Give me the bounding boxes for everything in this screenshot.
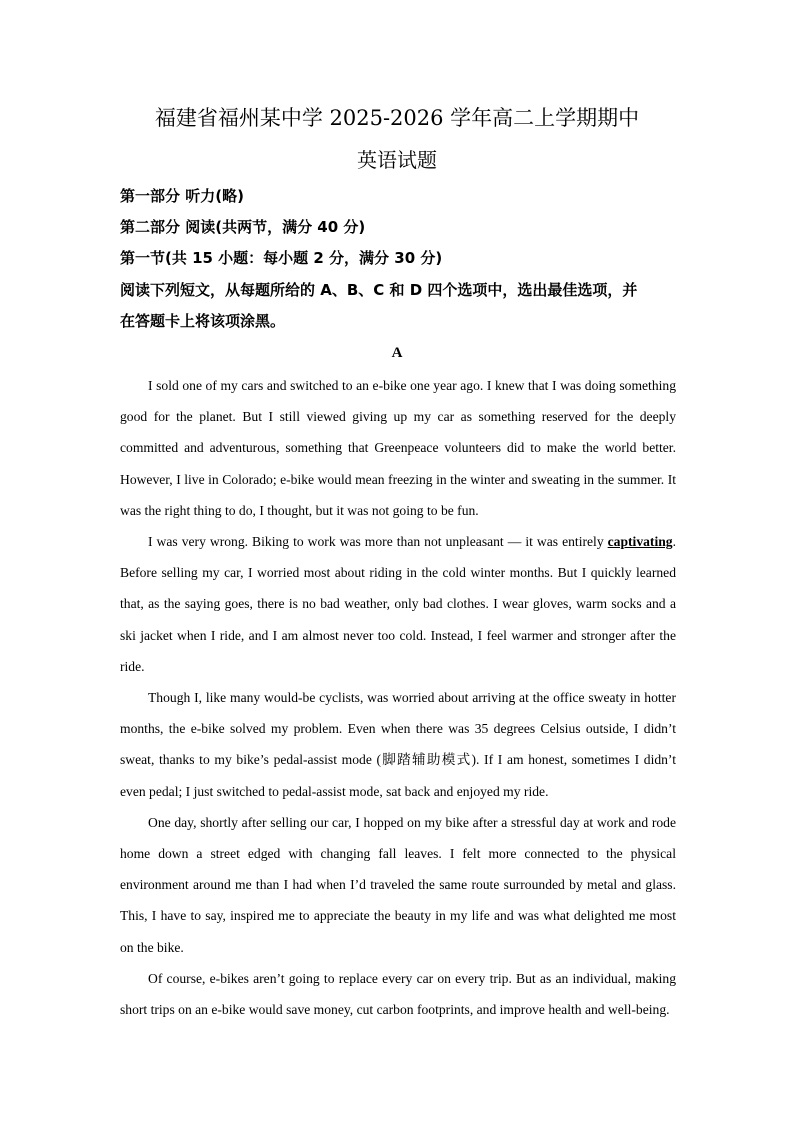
highlighted-word: captivating xyxy=(607,534,673,550)
paragraph-3: Though I, like many would-be cyclists, was worried about arriving at the office sweaty in hotter months, the e-bike solved my problem. Even when there was 35 degrees Celsius outside, I didn’t sweat, thanks to my bike’s pedal-assist mode (脚踏辅助模式). If I am honest, sometimes I didn’t even pedal; I just switched to pedal-assist mode, sat back and enjoyed my ride. xyxy=(120,690,676,799)
paragraph-1: I sold one of my cars and switched to an e-bike one year ago. I knew that I was doing something good for the planet. But I still viewed giving up my car as something reserved for the deeply committed and adventurous, something that Greenpeace volunteers did to make the world better. However, I live in Colorado; e-bike would mean freezing in the winter and sweating in the summer. It was the right thing to do, I thought, but it was not going to be fun. xyxy=(120,378,676,518)
paragraph-2 xyxy=(120,526,676,682)
exam-title: 福建省福州某中学 2025-2026 学年高二上学期期中 xyxy=(154,106,640,130)
paragraph-2-start: I was very wrong. Biking to work was more than not unpleasant — it was entirely xyxy=(148,534,608,550)
part2-heading: 第二部分 阅读(共两节，满分 40 分) xyxy=(120,218,366,236)
part1-heading: 第一部分 听力(略) xyxy=(120,187,244,205)
exam-subject: 英语试题 xyxy=(357,148,437,172)
passage-body xyxy=(120,370,676,1025)
paragraph-2-end: . Before selling my car, I worried most about riding in the cold winter months. But I quickly learned that, as the saying goes, there is no bad weather, only bad clothes. I wear gloves, warm socks and a ski jacket when I ride, and I am almost never too cold. Instead, I feel warmer and stronger after the ride. xyxy=(120,534,676,674)
instruction-line-2: 在答题卡上将该项涂黑。 xyxy=(120,312,286,330)
paragraph-5: Of course, e-bikes aren’t going to replace every car on every trip. But as an individual, making short trips on an e-bike would save money, cut carbon footprints, and improve health and well-being. xyxy=(120,970,676,1018)
paragraph-4: One day, shortly after selling our car, I hopped on my bike after a stressful day at work and rode home down a street edged with changing fall leaves. I felt more connected to the physical environment around me than I had when I’d traveled the same route surrounded by metal and glass. This, I have to say, inspired me to appreciate the beauty in my life and was what delighted me most on the bike. xyxy=(120,814,676,955)
subsection1-heading: 第一节(共 15 小题：每小题 2 分，满分 30 分) xyxy=(120,249,443,267)
instruction-line-1: 阅读下列短文，从每题所给的 A、B、C 和 D 四个选项中，选出最佳选项，并 xyxy=(120,281,638,299)
passage-label: A xyxy=(391,345,403,361)
